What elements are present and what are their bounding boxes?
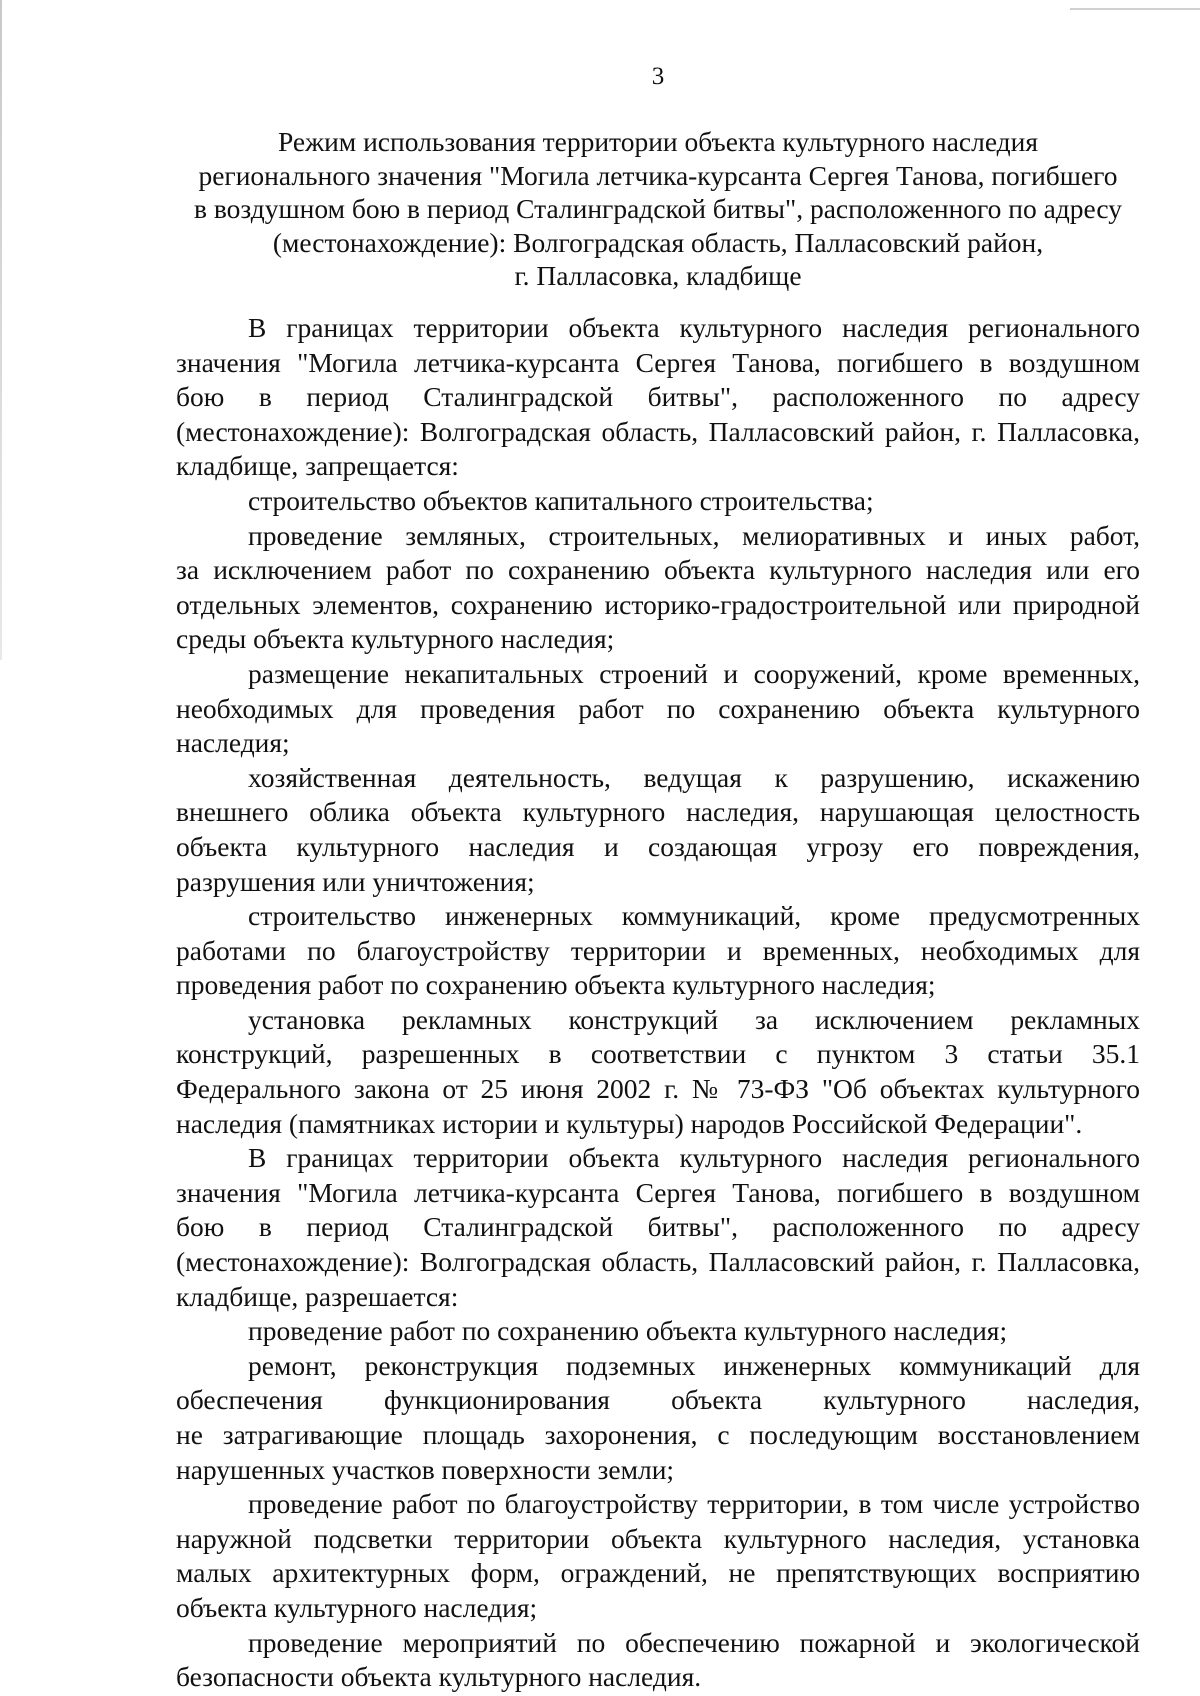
- text-line: внешнего облика объекта культурного наследия, нарушающая целостность: [176, 796, 1140, 828]
- text-line: хозяйственная деятельность, ведущая к разрушению, искажению: [248, 761, 1140, 793]
- text-line: проведение мероприятий по обеспечению пожарной и экологической: [248, 1626, 1140, 1658]
- text-line: строительство инженерных коммуникаций, кроме предусмотренных: [248, 900, 1140, 932]
- list-item-prohibited: [176, 519, 1140, 657]
- text-line: (местонахождение): Волгоградская область, Палласовский район, г. Палласовка,: [176, 1246, 1140, 1278]
- list-item-permitted: [176, 1314, 1140, 1349]
- text-line: проведение земляных, строительных, мелиоративных и иных работ,: [248, 519, 1140, 551]
- text-line: проведение работ по сохранению объекта культурного наследия;: [248, 1315, 1008, 1347]
- title-line: Режим использования территории объекта культурного наследия: [277, 126, 1039, 157]
- list-item-prohibited: [176, 1003, 1140, 1141]
- list-item-prohibited: [176, 761, 1140, 899]
- text-line: значения "Могила летчика-курсанта Сергея Танова, погибшего в воздушном: [176, 1176, 1140, 1208]
- text-line: проведение работ по благоустройству территории, в том числе устройство: [248, 1488, 1140, 1520]
- page-number: 3: [651, 63, 665, 90]
- text-line: объекта культурного наследия;: [176, 1591, 538, 1623]
- text-line: не затрагивающие площадь захоронения, с последующим восстановлением: [176, 1419, 1140, 1450]
- text-line: конструкций, разрешенных в соответствии с пунктом 3 статьи 35.1: [176, 1038, 1140, 1070]
- text-line: работами по благоустройству территории и временных, необходимых для: [176, 934, 1140, 966]
- text-line: установка рекламных конструкций за исключением рекламных: [248, 1003, 1140, 1035]
- text-line: проведения работ по сохранению объекта культурного наследия;: [176, 969, 936, 1001]
- text-line: кладбище, запрещается:: [176, 450, 459, 482]
- text-line: бою в период Сталинградской битвы", расположенного по адресу: [176, 381, 1140, 413]
- text-line: отдельных элементов, сохранению историко-градостроительной или природной: [176, 588, 1140, 620]
- text-line: ремонт, реконструкция подземных инженерных коммуникаций для: [248, 1349, 1140, 1381]
- scan-corner-mark: [1070, 8, 1200, 10]
- list-item-prohibited: [176, 484, 1140, 519]
- text-line: В границах территории объекта культурного наследия регионального: [248, 1142, 1140, 1174]
- document-title: [176, 125, 1140, 293]
- scan-margin-line: [0, 0, 2, 660]
- text-line: нарушенных участков поверхности земли;: [176, 1453, 675, 1485]
- list-item-permitted: [176, 1626, 1140, 1695]
- text-line: кладбище, разрешается:: [176, 1280, 459, 1312]
- text-line: размещение некапитальных строений и сооружений, кроме временных,: [248, 657, 1140, 689]
- text-line: обеспечения функционирования объекта культурного наследия,: [176, 1384, 1140, 1416]
- text-line: бою в период Сталинградской битвы", расположенного по адресу: [176, 1211, 1140, 1243]
- document-body: [176, 311, 1140, 1695]
- title-line: в воздушном бою в период Сталинградской битвы", расположенного по адресу: [193, 193, 1123, 225]
- title-line: г. Палласовка, кладбище: [514, 260, 802, 292]
- list-item-permitted: [176, 1487, 1140, 1625]
- text-line: необходимых для проведения работ по сохранению объекта культурного: [176, 692, 1140, 724]
- paragraph-prohibited-intro: [176, 311, 1140, 484]
- list-item-permitted: [176, 1349, 1140, 1487]
- text-line: наследия (памятниках истории и культуры) народов Российской Федерации".: [176, 1107, 1083, 1139]
- text-line: разрушения или уничтожения;: [176, 865, 535, 897]
- text-line: наследия;: [176, 727, 290, 759]
- paragraph-permitted-intro: [176, 1141, 1140, 1314]
- text-line: значения "Могила летчика-курсанта Сергея Танова, погибшего в воздушном: [176, 346, 1140, 378]
- text-line: малых архитектурных форм, ограждений, не препятствующих восприятию: [176, 1557, 1140, 1589]
- text-line: наружной подсветки территории объекта культурного наследия, установка: [176, 1522, 1140, 1554]
- text-line: за исключением работ по сохранению объекта культурного наследия или его: [176, 554, 1140, 586]
- text-line: строительство объектов капитального строительства;: [248, 484, 874, 516]
- list-item-prohibited: [176, 899, 1140, 1003]
- text-line: объекта культурного наследия и создающая угрозу его повреждения,: [176, 830, 1140, 862]
- title-line: регионального значения "Могила летчика-курсанта Сергея Танова, погибшего: [198, 159, 1118, 191]
- text-line: Федерального закона от 25 июня 2002 г. № 73-ФЗ "Об объектах культурного: [176, 1073, 1140, 1105]
- text-line: безопасности объекта культурного наследия.: [176, 1661, 702, 1693]
- title-line: (местонахождение): Волгоградская область, Палласовский район,: [272, 226, 1044, 258]
- list-item-prohibited: [176, 657, 1140, 761]
- text-line: В границах территории объекта культурного наследия регионального: [248, 312, 1140, 343]
- text-line: среды объекта культурного наследия;: [176, 623, 615, 655]
- text-line: (местонахождение): Волгоградская область, Палласовский район, г. Палласовка,: [176, 415, 1140, 447]
